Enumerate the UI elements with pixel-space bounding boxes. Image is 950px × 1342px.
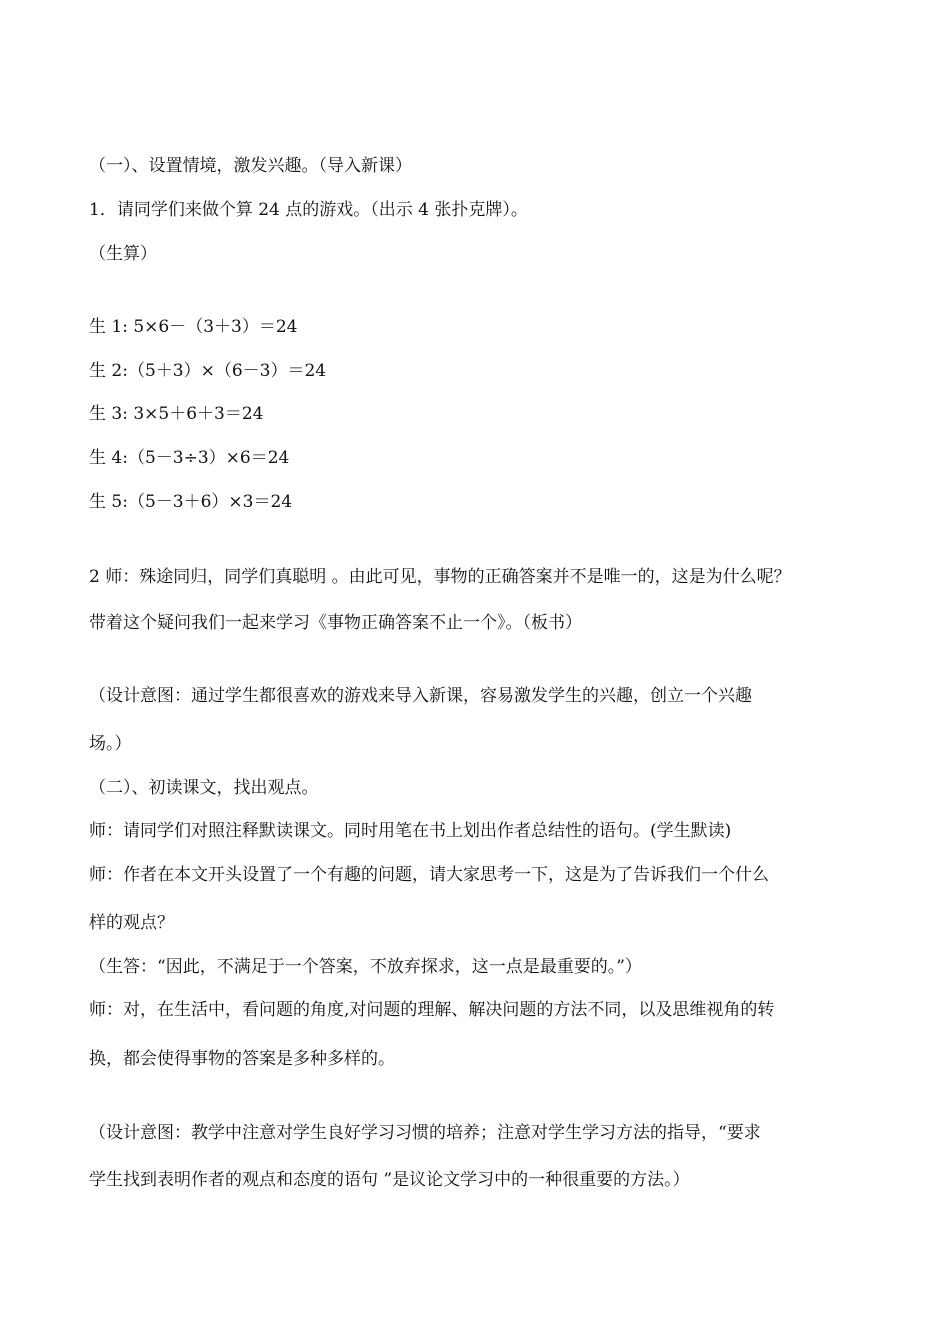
paragraph-line: 带着这个疑问我们一起来学习《事物正确答案不止一个》。（板书） [89,613,582,633]
paragraph-line: 换，都会使得事物的答案是多种多样的。 [89,1049,395,1069]
paragraph-line: 场。） [89,734,132,754]
student-answer-5: 生 5:（5－3＋6）×3＝24 [89,492,293,512]
paragraph-line: 学生找到表明作者的观点和态度的语句 ”是议论文学习中的一种很重要的方法。） [89,1170,690,1190]
student-answer-2: 生 2:（5＋3）×（6－3）＝24 [89,361,327,381]
design-intent-note: （设计意图：通过学生都很喜欢的游戏来导入新课，容易激发学生的兴趣，创立一个兴趣 [89,686,752,706]
section-heading-2: （二）、初读课文，找出观点。 [89,778,319,798]
paragraph-line: 师：作者在本文开头设置了一个有趣的问题，请大家思考一下，这是为了告诉我们一个什么 [89,865,769,885]
paragraph-line: （生算） [89,244,157,264]
paragraph-line: 2 师：殊途同归，同学们真聪明 。由此可见，事物的正确答案并不是唯一的，这是为什么呢？ [89,567,791,587]
paragraph-line: 师：对，在生活中，看问题的角度,对问题的理解、解决问题的方法不同，以及思维视角的转 [89,1000,775,1020]
paragraph-line: 师：请同学们对照注释默读课文。同时用笔在书上划出作者总结性的语句。(学生默读) [89,821,732,841]
student-answer-4: 生 4:（5－3÷3）×6＝24 [89,448,290,468]
paragraph-line: 样的观点？ [89,913,174,933]
student-answer-3: 生 3: 3×5＋6＋3＝24 [89,404,264,424]
design-intent-note: （设计意图：教学中注意对学生良好学习习惯的培养；注意对学生学习方法的指导，“要求 [89,1123,761,1143]
student-answer-1: 生 1: 5×6－（3＋3）＝24 [89,317,298,337]
section-heading-1: （一）、设置情境，激发兴趣。（导入新课） [89,156,412,176]
student-answer-quote: （生答：“因此，不满足于一个答案，不放弃探求，这一点是最重要的。”） [89,957,642,977]
paragraph-line: 1．请同学们来做个算 24 点的游戏。（出示 4 张扑克牌）。 [89,200,528,220]
